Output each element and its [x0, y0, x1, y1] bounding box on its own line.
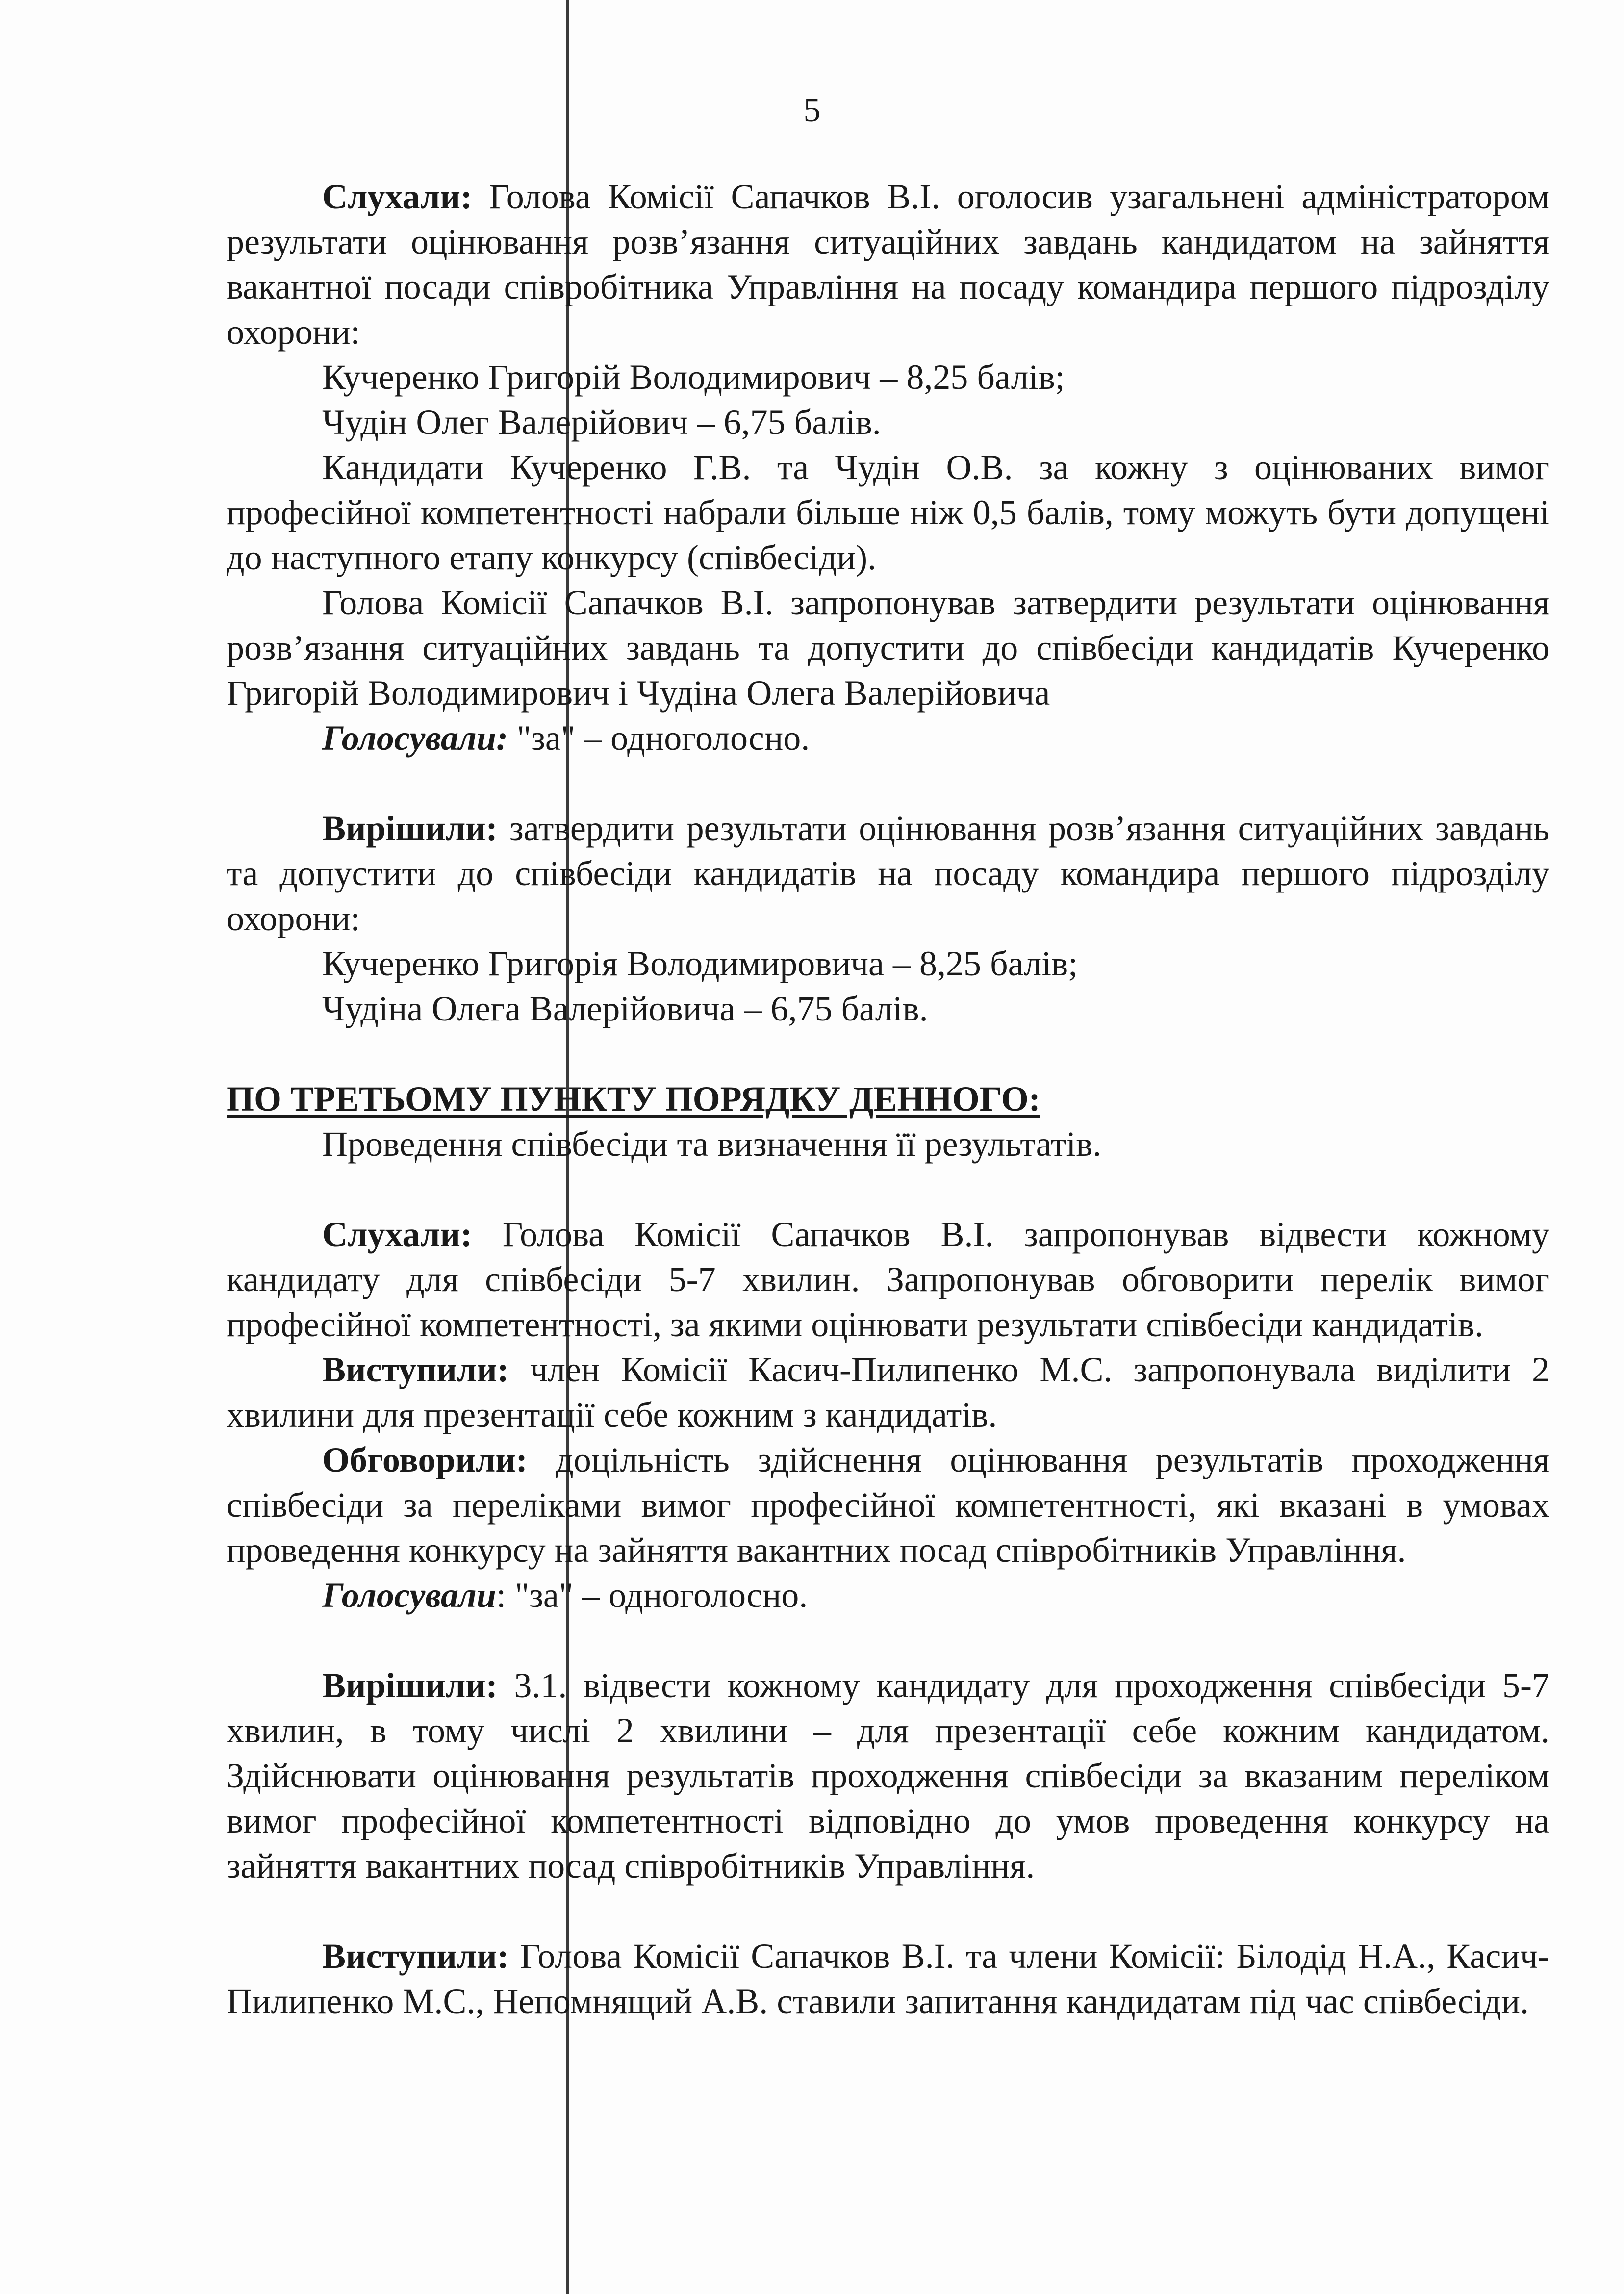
page-number: 5 — [803, 91, 821, 129]
candidate-result-1: Кучеренко Григорій Володимирович – 8,25 балів; — [322, 357, 1065, 397]
vote-line — [227, 715, 1549, 761]
decided-text-2: 3.1. відвести кожному кандидату для проходження співбесіди 5-7 хвилин, в тому числі 2 хвилини – для презентації себе кожним кандидатом. Здійснювати оцінювання результатів проходження співбесіди за вказаним переліком вимог професійної компетентності відповідно до умов проведення конкурсу на зайняття вакантних посад співробітників Управління. — [227, 1666, 1549, 1886]
discussed-paragraph — [227, 1437, 1549, 1573]
decided-paragraph-2 — [227, 1663, 1549, 1888]
heard-paragraph — [227, 174, 1549, 355]
discussed-text: доцільність здійснення оцінювання результатів проходження співбесіди за переліками вимог професійної компетентності, які вказані в умовах проведення конкурсу на зайняття вакантних посад співробітників Управління. — [227, 1440, 1549, 1570]
decided-result-2: Чудіна Олега Валерійовича – 6,75 балів. — [322, 989, 928, 1028]
vote-line-2 — [227, 1573, 1549, 1618]
vote-label: Голосували: — [322, 718, 508, 758]
spacer — [227, 1031, 1549, 1076]
spoke-paragraph-2 — [227, 1934, 1549, 2024]
spacer — [227, 1888, 1549, 1934]
section-subtitle: Проведення співбесіди та визначення її результатів. — [322, 1124, 1102, 1164]
heard-label: Слухали: — [322, 177, 472, 216]
section-heading: ПО ТРЕТЬОМУ ПУНКТУ ПОРЯДКУ ДЕННОГО: — [227, 1079, 1040, 1119]
decided-label: Вирішили: — [322, 809, 498, 848]
spoke-paragraph — [227, 1347, 1549, 1437]
vote-text-2: : "за" – одноголосно. — [496, 1576, 808, 1615]
spacer — [227, 761, 1549, 806]
decided-result-1: Кучеренко Григорія Володимировича – 8,25 балів; — [322, 944, 1078, 983]
spacer — [227, 1167, 1549, 1212]
spacer — [227, 1618, 1549, 1663]
decided-label-2: Вирішили: — [322, 1666, 498, 1705]
document-body — [227, 174, 1549, 2024]
spoke-label-2: Виступили: — [322, 1937, 509, 1976]
heard-label-2: Слухали: — [322, 1215, 472, 1254]
candidate-result-2: Чудін Олег Валерійович – 6,75 балів. — [322, 403, 881, 442]
heard-paragraph-2 — [227, 1212, 1549, 1347]
decided-paragraph — [227, 806, 1549, 941]
spoke-label: Виступили: — [322, 1350, 509, 1389]
discussed-label: Обговорили: — [322, 1440, 528, 1479]
spoke-text: член Комісії Касич-Пилипенко М.С. запропонувала виділити 2 хвилини для презентації себе кожним з кандидатів. — [227, 1350, 1549, 1434]
heard-text: Голова Комісії Сапачков В.І. оголосив узагальнені адміністратором результати оцінювання розв’язання ситуаційних завдань кандидатом на зайняття вакантної посади співробітника Управління на посаду командира першого підрозділу охорони: — [227, 177, 1549, 352]
spoke-text-2: Голова Комісії Сапачков В.І. та члени Комісії: Білодід Н.А., Касич-Пилипенко М.С., Непомнящий А.В. ставили запитання кандидатам під час співбесіди. — [227, 1937, 1549, 2021]
candidates-paragraph: Кандидати Кучеренко Г.В. та Чудін О.В. за кожну з оцінюваних вимог професійної компетентності набрали більше ніж 0,5 балів, тому можуть бути допущені до наступного етапу конкурсу (співбесіди). — [227, 448, 1549, 577]
chair-proposal-paragraph: Голова Комісії Сапачков В.І. запропонував затвердити результати оцінювання розв’язання ситуаційних завдань та допустити до співбесіди кандидатів Кучеренко Григорій Володимирович і Чудіна Олега Валерійовича — [227, 583, 1549, 713]
vote-text: "за" – одноголосно. — [508, 718, 810, 758]
heard-text-2: Голова Комісії Сапачков В.І. запропонував відвести кожному кандидату для співбесіди 5-7 хвилин. Запропонував обговорити перелік вимог професійної компетентності, за якими оцінювати результати співбесіди кандидатів. — [227, 1215, 1549, 1344]
vote-label-2: Голосували — [322, 1576, 497, 1615]
decided-text: затвердити результати оцінювання розв’язання ситуаційних завдань та допустити до співбесіди кандидатів на посаду командира першого підрозділу охорони: — [227, 809, 1549, 938]
